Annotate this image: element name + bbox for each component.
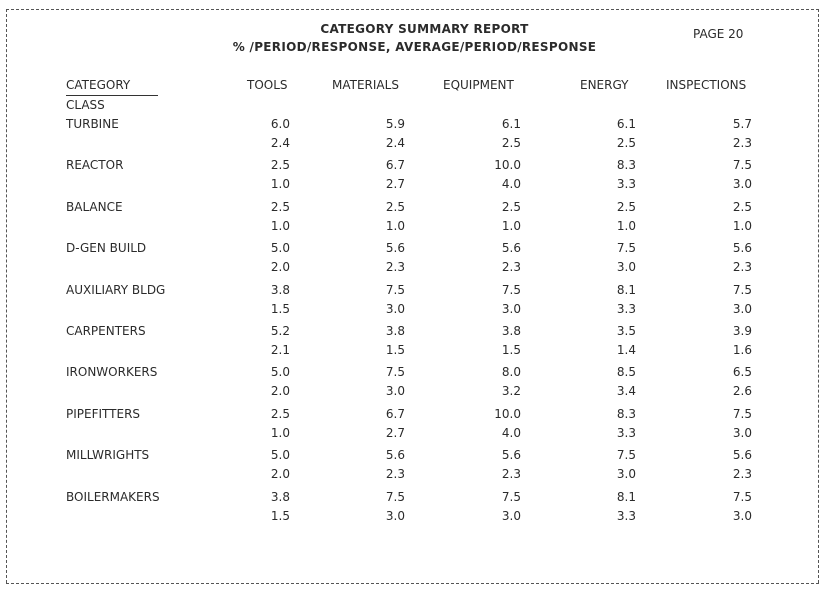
avg-value: 2.7 [385, 177, 405, 191]
pct-value: 7.5 [616, 448, 636, 462]
avg-value: 4.0 [501, 426, 521, 440]
row-name: AUXILIARY BLDG [66, 283, 166, 297]
avg-value: 2.3 [732, 467, 752, 481]
pct-value: 7.5 [732, 490, 752, 504]
table-row [0, 323, 829, 363]
table-row [0, 406, 829, 446]
avg-value: 3.0 [501, 509, 521, 523]
column-header-materials: MATERIALS [332, 78, 399, 92]
pct-value: 6.0 [270, 117, 290, 131]
pct-value: 7.5 [385, 490, 405, 504]
page-number: PAGE 20 [693, 27, 744, 41]
avg-value: 1.0 [501, 219, 521, 233]
row-name: BALANCE [66, 200, 123, 214]
avg-value: 2.0 [270, 467, 290, 481]
avg-value: 1.0 [732, 219, 752, 233]
pct-value: 5.0 [270, 448, 290, 462]
avg-value: 1.0 [270, 219, 290, 233]
row-name: CARPENTERS [66, 324, 146, 338]
pct-value: 8.1 [616, 283, 636, 297]
pct-value: 6.1 [501, 117, 521, 131]
pct-value: 6.7 [385, 407, 405, 421]
table-row [0, 240, 829, 280]
avg-value: 1.0 [385, 219, 405, 233]
avg-value: 3.0 [732, 302, 752, 316]
avg-value: 2.4 [385, 136, 405, 150]
avg-value: 3.0 [385, 509, 405, 523]
pct-value: 7.5 [385, 283, 405, 297]
pct-value: 3.8 [385, 324, 405, 338]
avg-value: 2.5 [501, 136, 521, 150]
pct-value: 5.6 [501, 448, 521, 462]
pct-value: 8.5 [616, 365, 636, 379]
pct-value: 2.5 [270, 200, 290, 214]
table-row [0, 282, 829, 322]
pct-value: 5.6 [501, 241, 521, 255]
pct-value: 5.6 [385, 448, 405, 462]
pct-value: 5.7 [732, 117, 752, 131]
avg-value: 2.3 [385, 260, 405, 274]
pct-value: 5.6 [385, 241, 405, 255]
avg-value: 2.6 [732, 384, 752, 398]
table-row [0, 447, 829, 487]
pct-value: 3.8 [270, 283, 290, 297]
pct-value: 10.0 [494, 407, 521, 421]
avg-value: 2.3 [732, 136, 752, 150]
report-title: CATEGORY SUMMARY REPORT [320, 22, 529, 36]
avg-value: 3.0 [616, 467, 636, 481]
pct-value: 6.1 [616, 117, 636, 131]
avg-value: 2.3 [385, 467, 405, 481]
avg-value: 1.0 [270, 177, 290, 191]
avg-value: 3.0 [616, 260, 636, 274]
row-name: MILLWRIGHTS [66, 448, 150, 462]
pct-value: 8.1 [616, 490, 636, 504]
avg-value: 1.5 [385, 343, 405, 357]
report-subtitle: % /PERIOD/RESPONSE, AVERAGE/PERIOD/RESPONSE [232, 40, 597, 54]
pct-value: 5.6 [732, 241, 752, 255]
pct-value: 7.5 [732, 158, 752, 172]
table-row [0, 364, 829, 404]
avg-value: 3.0 [732, 426, 752, 440]
pct-value: 2.5 [385, 200, 405, 214]
pct-value: 2.5 [270, 407, 290, 421]
avg-value: 3.2 [501, 384, 521, 398]
avg-value: 3.0 [385, 302, 405, 316]
pct-value: 6.7 [385, 158, 405, 172]
pct-value: 2.5 [616, 200, 636, 214]
avg-value: 1.4 [616, 343, 636, 357]
pct-value: 2.5 [501, 200, 521, 214]
pct-value: 7.5 [732, 407, 752, 421]
pct-value: 5.9 [385, 117, 405, 131]
avg-value: 1.5 [270, 302, 290, 316]
pct-value: 5.6 [732, 448, 752, 462]
table-row [0, 116, 829, 156]
avg-value: 1.5 [270, 509, 290, 523]
table-row [0, 199, 829, 239]
pct-value: 7.5 [501, 490, 521, 504]
pct-value: 8.0 [501, 365, 521, 379]
avg-value: 1.6 [732, 343, 752, 357]
avg-value: 2.7 [385, 426, 405, 440]
pct-value: 10.0 [494, 158, 521, 172]
row-name: PIPEFITTERS [66, 407, 141, 421]
pct-value: 8.3 [616, 407, 636, 421]
column-header-inspections: INSPECTIONS [666, 78, 747, 92]
avg-value: 2.3 [732, 260, 752, 274]
pct-value: 2.5 [732, 200, 752, 214]
row-name: BOILERMAKERS [66, 490, 160, 504]
pct-value: 3.8 [270, 490, 290, 504]
avg-value: 2.0 [270, 384, 290, 398]
row-name: REACTOR [66, 158, 124, 172]
pct-value: 2.5 [270, 158, 290, 172]
class-label: CLASS [66, 98, 105, 112]
column-header-equipment: EQUIPMENT [443, 78, 514, 92]
pct-value: 5.0 [270, 241, 290, 255]
pct-value: 5.2 [270, 324, 290, 338]
avg-value: 3.0 [732, 177, 752, 191]
avg-value: 3.3 [616, 302, 636, 316]
pct-value: 7.5 [616, 241, 636, 255]
row-name: D-GEN BUILD [66, 241, 147, 255]
avg-value: 1.0 [270, 426, 290, 440]
pct-value: 3.8 [501, 324, 521, 338]
avg-value: 3.3 [616, 177, 636, 191]
avg-value: 1.5 [501, 343, 521, 357]
avg-value: 3.0 [732, 509, 752, 523]
pct-value: 7.5 [385, 365, 405, 379]
column-header-tools: TOOLS [247, 78, 288, 92]
pct-value: 3.9 [732, 324, 752, 338]
avg-value: 2.3 [501, 467, 521, 481]
avg-value: 1.0 [616, 219, 636, 233]
avg-value: 3.3 [616, 426, 636, 440]
table-row [0, 157, 829, 197]
avg-value: 3.0 [501, 302, 521, 316]
avg-value: 2.1 [270, 343, 290, 357]
table-row [0, 489, 829, 529]
pct-value: 3.5 [616, 324, 636, 338]
column-header-energy: ENERGY [580, 78, 629, 92]
pct-value: 6.5 [732, 365, 752, 379]
avg-value: 3.3 [616, 509, 636, 523]
avg-value: 3.4 [616, 384, 636, 398]
column-header-category: CATEGORY [66, 77, 158, 96]
pct-value: 7.5 [501, 283, 521, 297]
row-name: TURBINE [66, 117, 119, 131]
pct-value: 7.5 [732, 283, 752, 297]
avg-value: 2.0 [270, 260, 290, 274]
row-name: IRONWORKERS [66, 365, 158, 379]
avg-value: 2.3 [501, 260, 521, 274]
avg-value: 4.0 [501, 177, 521, 191]
avg-value: 2.4 [270, 136, 290, 150]
pct-value: 5.0 [270, 365, 290, 379]
pct-value: 8.3 [616, 158, 636, 172]
avg-value: 3.0 [385, 384, 405, 398]
avg-value: 2.5 [616, 136, 636, 150]
